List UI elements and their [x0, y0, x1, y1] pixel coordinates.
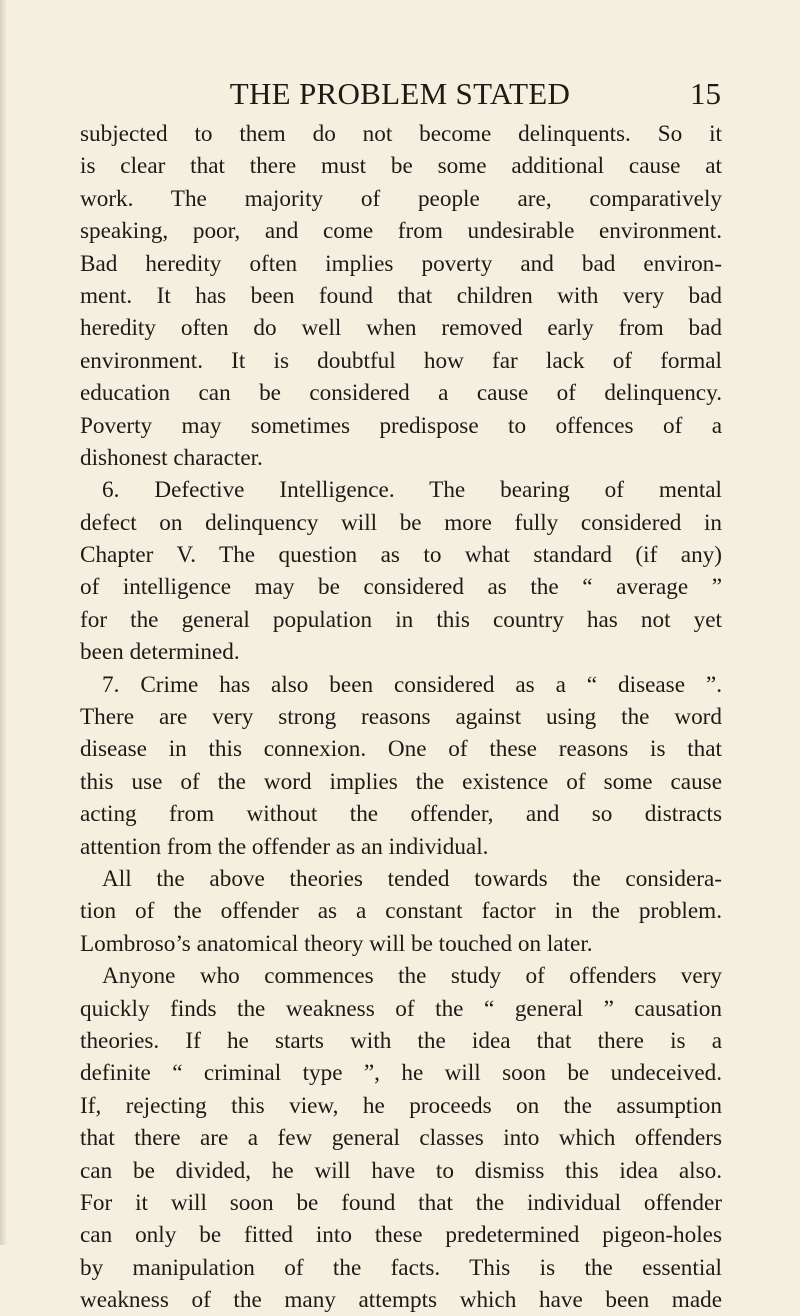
- text-line: There are very strong reasons against using the word: [80, 704, 722, 731]
- text-line: Chapter V. The question as to what standard (if any): [80, 542, 722, 569]
- text-line: been determined.: [80, 639, 240, 666]
- text-line: that there are a few general classes into which offenders: [80, 1125, 722, 1152]
- text-line: 7. Crime has also been considered as a “ disease ”.: [102, 671, 722, 698]
- running-title: THE PROBLEM STATED: [229, 76, 571, 111]
- text-line: tion of the offender as a constant factor in the problem.: [80, 898, 722, 925]
- text-line: environment. It is doubtful how far lack of formal: [80, 347, 722, 374]
- text-line: definite “ criminal type ”, he will soon be undeceived.: [80, 1060, 722, 1087]
- body-text: [80, 118, 722, 1316]
- text-line: dishonest character.: [80, 444, 263, 471]
- text-line: 6. Defective Intelligence. The bearing of mental: [102, 477, 722, 504]
- text-line: Lombroso’s anatomical theory will be touched on later.: [80, 930, 593, 957]
- text-line: speaking, poor, and come from undesirable environment.: [80, 218, 722, 245]
- text-line: heredity often do well when removed early from bad: [80, 315, 722, 342]
- text-line: subjected to them do not become delinquents. So it: [80, 121, 722, 147]
- text-line: Poverty may sometimes predispose to offences of a: [80, 412, 722, 439]
- text-line: ment. It has been found that children with very bad: [80, 282, 722, 309]
- text-line: weakness of the many attempts which have been made: [80, 1287, 722, 1314]
- text-line: Bad heredity often implies poverty and bad environ-: [80, 250, 722, 277]
- text-line: for the general population in this country has not yet: [80, 606, 722, 633]
- text-line: Anyone who commences the study of offenders very: [102, 963, 722, 990]
- text-line: is clear that there must be some additional cause at: [80, 153, 722, 180]
- text-line: can be divided, he will have to dismiss this idea also.: [80, 1157, 722, 1184]
- text-line: quickly finds the weakness of the “ general ” causation: [80, 995, 722, 1022]
- running-head: [82, 74, 721, 114]
- text-line: acting from without the offender, and so distracts: [80, 801, 722, 828]
- text-line: of intelligence may be considered as the “ average ”: [80, 574, 722, 601]
- text-line: All the above theories tended towards the considera-: [102, 865, 722, 892]
- page-edge: [0, 0, 6, 1245]
- text-line: If, rejecting this view, he proceeds on the assumption: [80, 1092, 722, 1119]
- text-line: education can be considered a cause of delinquency.: [80, 380, 722, 407]
- text-line: theories. If he starts with the idea that there is a: [80, 1027, 722, 1054]
- text-line: For it will soon be found that the individual offender: [80, 1189, 722, 1216]
- text-line: work. The majority of people are, comparatively: [80, 185, 722, 212]
- text-line: can only be fitted into these predetermined pigeon-holes: [80, 1222, 722, 1249]
- text-line: this use of the word implies the existence of some cause: [80, 768, 722, 795]
- text-line: disease in this connexion. One of these reasons is that: [80, 736, 722, 763]
- text-line: attention from the offender as an individual.: [80, 833, 489, 860]
- page-number: 15: [690, 76, 721, 111]
- text-line: by manipulation of the facts. This is the essential: [80, 1254, 722, 1281]
- text-line: defect on delinquency will be more fully considered in: [80, 509, 722, 536]
